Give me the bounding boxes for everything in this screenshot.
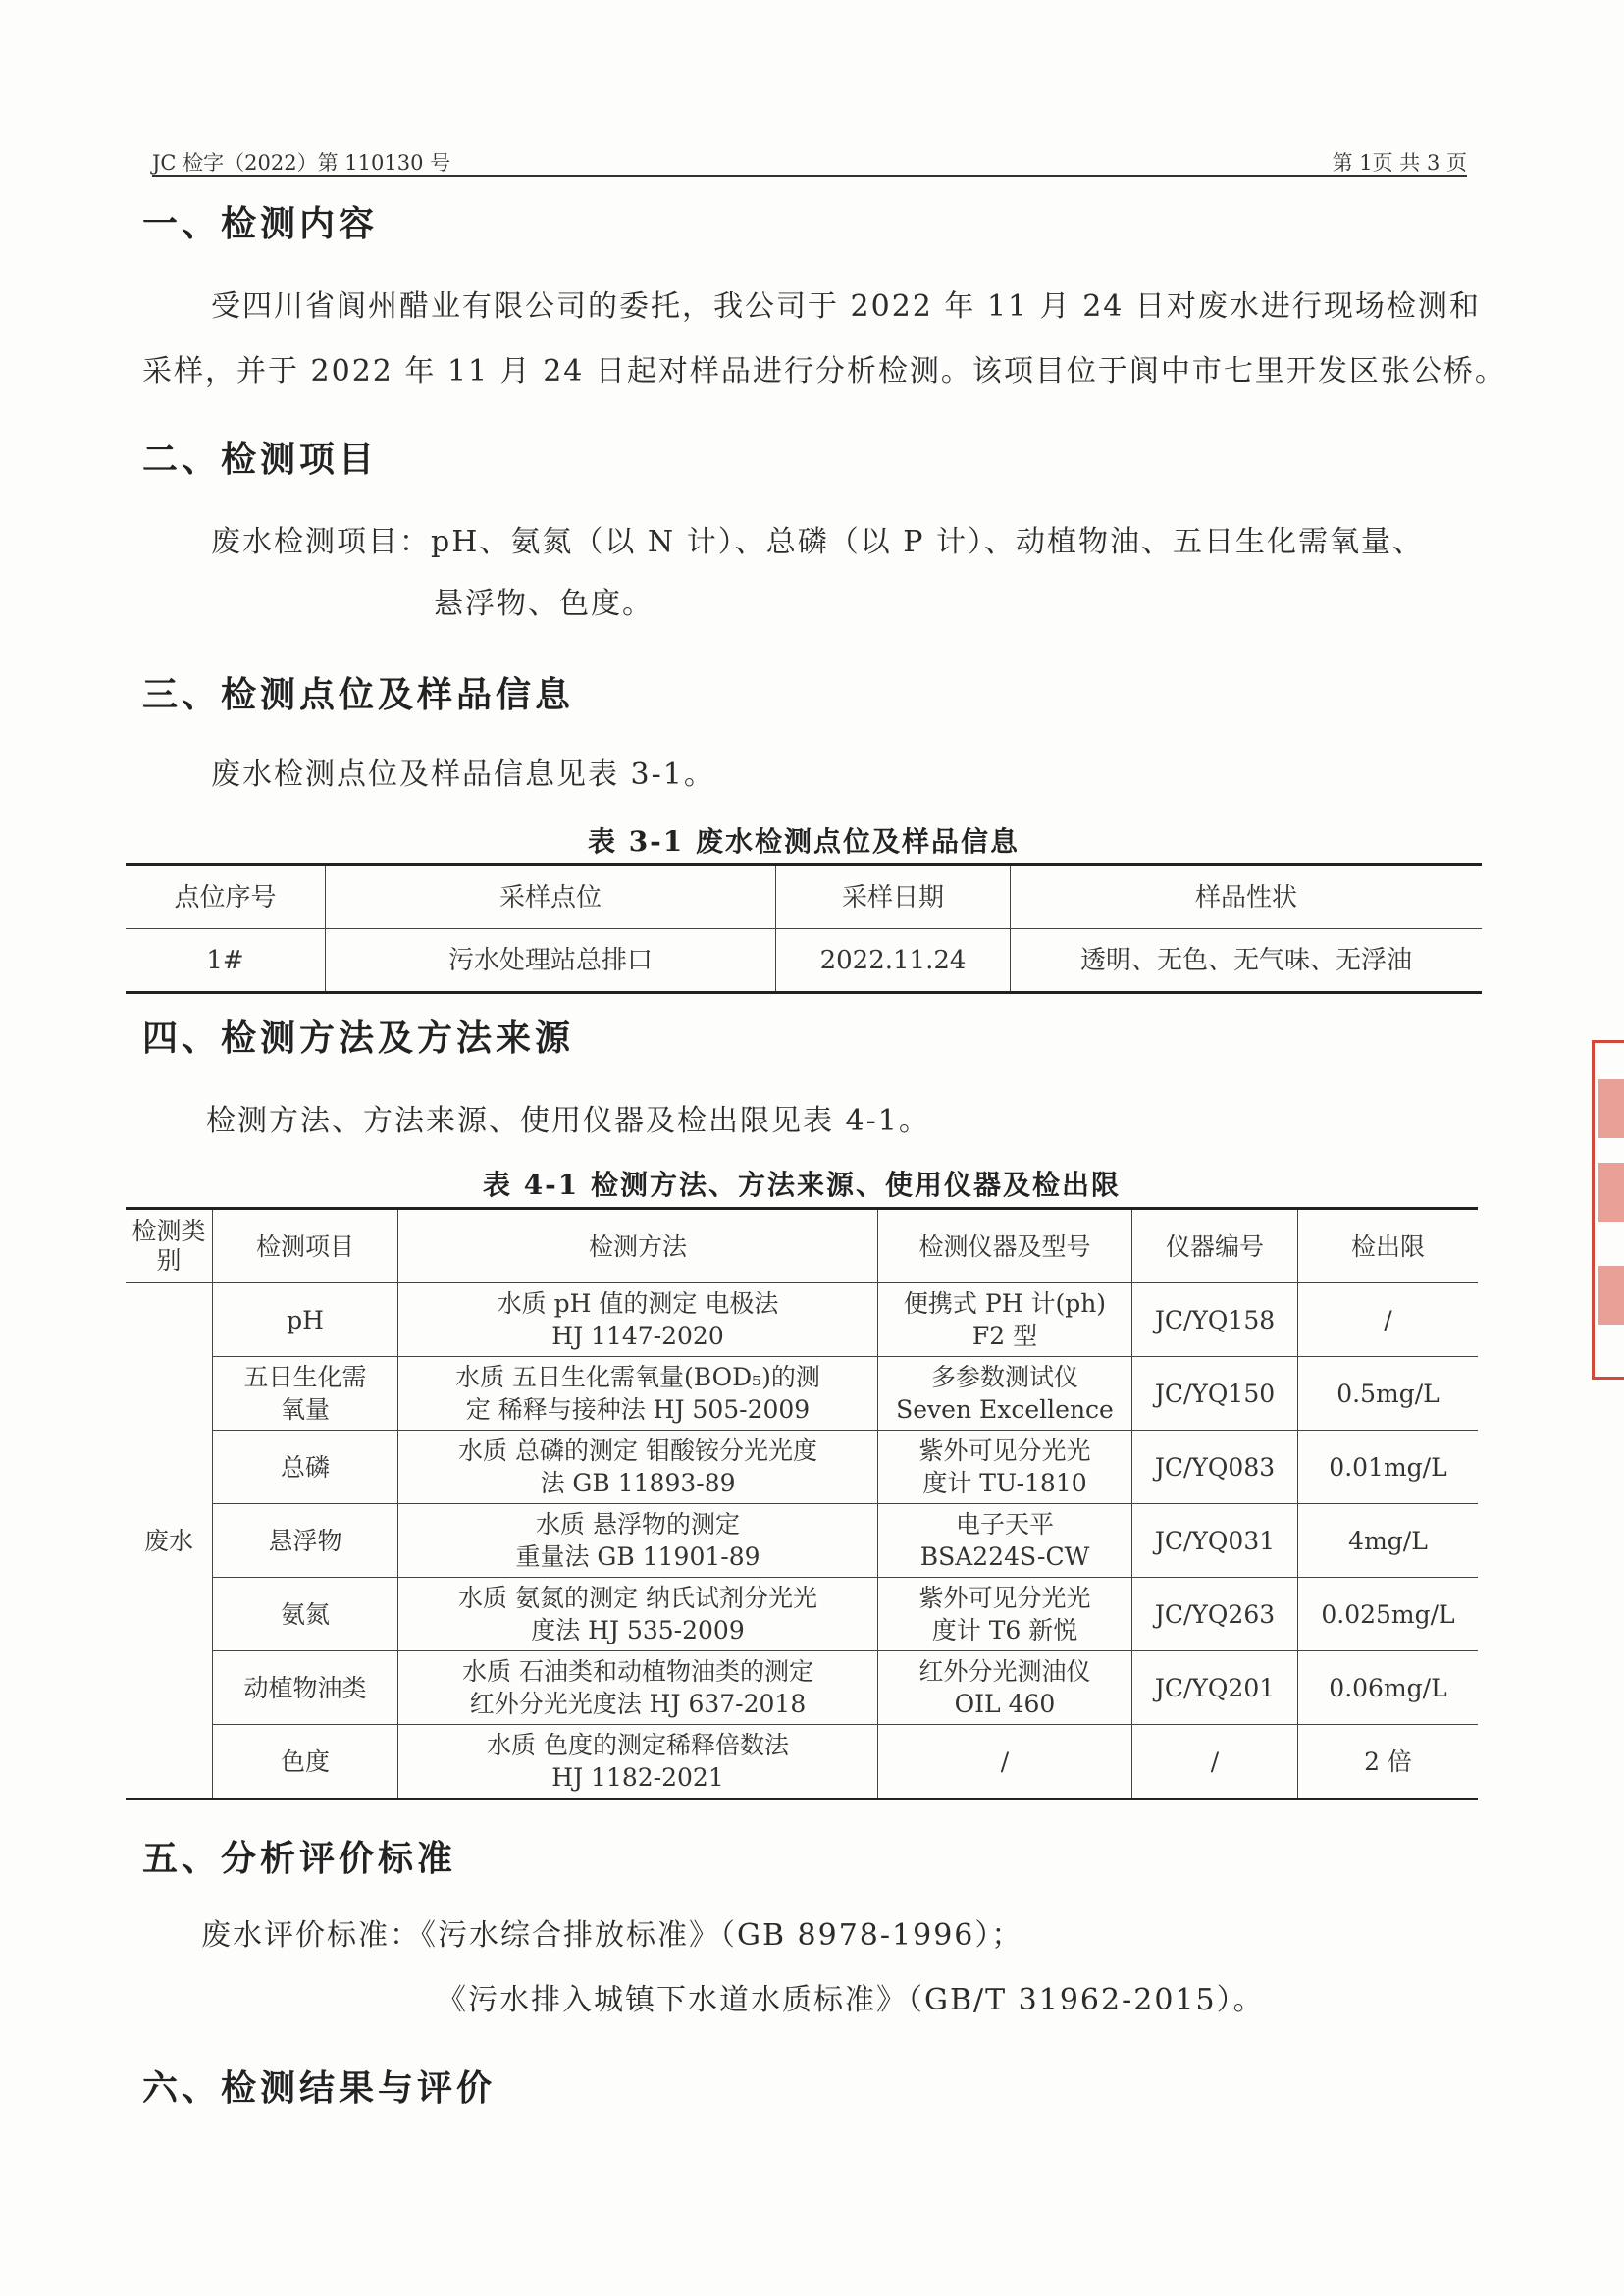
table-row	[126, 1725, 1478, 1800]
table-cell-method: 水质 悬浮物的测定 重量法 GB 11901-89	[398, 1504, 878, 1578]
table-header-cell: 仪器编号	[1132, 1209, 1298, 1283]
section-title-2: 二、检测项目	[142, 440, 379, 480]
section-title-4: 四、检测方法及方法来源	[142, 1018, 575, 1059]
section-title-6: 六、检测结果与评价	[142, 2068, 497, 2109]
category-cell: 废水	[126, 1283, 213, 1800]
table-cell-instrument: 紫外可见分光光 度计 T6 新悦	[878, 1578, 1132, 1651]
table-cell-instrument: 便携式 PH 计(ph) F2 型	[878, 1283, 1132, 1357]
table-header-cell: 点位序号	[126, 865, 326, 929]
table-cell-limit: /	[1298, 1283, 1479, 1357]
table-cell-item: 总磷	[213, 1431, 398, 1504]
table-cell-id: JC/YQ083	[1132, 1431, 1298, 1504]
section-title-3: 三、检测点位及样品信息	[142, 675, 575, 715]
page-indicator: 第 1页 共 3 页	[1332, 151, 1467, 175]
table-cell-method: 水质 石油类和动植物油类的测定 红外分光光度法 HJ 637-2018	[398, 1651, 878, 1725]
table-header-cell: 检测仪器及型号	[878, 1209, 1132, 1283]
table-header-row	[126, 1209, 1478, 1283]
table-row	[126, 1431, 1478, 1504]
table-cell-method: 水质 五日生化需氧量(BOD₅)的测 定 稀释与接种法 HJ 505-2009	[398, 1357, 878, 1431]
seal-stamp-mark	[1598, 1079, 1624, 1138]
table-cell-id: JC/YQ158	[1132, 1283, 1298, 1357]
table-cell: 2022.11.24	[776, 929, 1011, 993]
section-4-line-1: 检测方法、方法来源、使用仪器及检出限见表 4-1。	[206, 1104, 930, 1138]
table-header-cell: 检测方法	[398, 1209, 878, 1283]
table-cell: 透明、无色、无气味、无浮油	[1011, 929, 1483, 993]
table-cell-item: 色度	[213, 1725, 398, 1800]
table-cell-method: 水质 色度的测定稀释倍数法 HJ 1182-2021	[398, 1725, 878, 1800]
table-row	[126, 1283, 1478, 1357]
table-cell: 1#	[126, 929, 326, 993]
table-4-1-body	[126, 1283, 1478, 1800]
table-cell-id: JC/YQ031	[1132, 1504, 1298, 1578]
table-row	[126, 1578, 1478, 1651]
table-row	[126, 929, 1482, 993]
section-1-line-1: 受四川省阆州醋业有限公司的委托，我公司于 2022 年 11 月 24 日对废水进行现场检测和	[211, 289, 1481, 324]
report-number: JC 检字（2022）第 110130 号	[152, 151, 451, 175]
table-cell-limit: 0.01mg/L	[1298, 1431, 1479, 1504]
table-cell-method: 水质 氨氮的测定 纳氏试剂分光光 度法 HJ 535-2009	[398, 1578, 878, 1651]
table-4-1	[126, 1207, 1478, 1800]
table-cell-limit: 0.025mg/L	[1298, 1578, 1479, 1651]
table-cell-method: 水质 pH 值的测定 电极法 HJ 1147-2020	[398, 1283, 878, 1357]
table-cell-item: 氨氮	[213, 1578, 398, 1651]
table-header-cell: 检测类别	[126, 1209, 213, 1283]
table-3-1-caption: 表 3-1 废水检测点位及样品信息	[587, 825, 1021, 858]
table-cell: 污水处理站总排口	[326, 929, 776, 993]
section-5-line-2: 《污水排入城镇下水道水质标准》（GB/T 31962-2015）。	[437, 1983, 1265, 2017]
table-cell-instrument: 多参数测试仪 Seven Excellence	[878, 1357, 1132, 1431]
table-3-1	[126, 863, 1482, 994]
table-cell-instrument: /	[878, 1725, 1132, 1800]
table-cell-method: 水质 总磷的测定 钼酸铵分光光度 法 GB 11893-89	[398, 1431, 878, 1504]
section-1-line-2: 采样，并于 2022 年 11 月 24 日起对样品进行分析检测。该项目位于阆中市七里开发区张公桥。	[142, 354, 1506, 389]
table-row	[126, 1357, 1478, 1431]
table-cell-id: JC/YQ150	[1132, 1357, 1298, 1431]
section-5-line-1: 废水评价标准：《污水综合排放标准》（GB 8978-1996）；	[201, 1918, 1023, 1953]
table-cell-limit: 0.06mg/L	[1298, 1651, 1479, 1725]
seal-stamp-mark	[1598, 1163, 1624, 1222]
table-cell-id: /	[1132, 1725, 1298, 1800]
table-cell-id: JC/YQ201	[1132, 1651, 1298, 1725]
table-header-cell: 采样日期	[776, 865, 1011, 929]
table-cell-id: JC/YQ263	[1132, 1578, 1298, 1651]
table-cell-limit: 4mg/L	[1298, 1504, 1479, 1578]
seal-stamp-mark	[1598, 1266, 1624, 1325]
table-cell-instrument: 电子天平 BSA224S-CW	[878, 1504, 1132, 1578]
section-3-line-1: 废水检测点位及样品信息见表 3-1。	[211, 757, 715, 792]
table-4-1-caption: 表 4-1 检测方法、方法来源、使用仪器及检出限	[482, 1169, 1122, 1201]
section-title-1: 一、检测内容	[142, 204, 379, 244]
table-cell-limit: 0.5mg/L	[1298, 1357, 1479, 1431]
table-header-row	[126, 865, 1482, 929]
page-header	[152, 147, 1467, 177]
table-cell-item: pH	[213, 1283, 398, 1357]
table-cell-item: 五日生化需 氧量	[213, 1357, 398, 1431]
section-title-5: 五、分析评价标准	[142, 1839, 457, 1879]
table-header-cell: 样品性状	[1011, 865, 1483, 929]
section-2-line-2: 悬浮物、色度。	[434, 587, 654, 621]
table-cell-limit: 2 倍	[1298, 1725, 1479, 1800]
table-cell-instrument: 紫外可见分光光 度计 TU-1810	[878, 1431, 1132, 1504]
table-header-cell: 检出限	[1298, 1209, 1479, 1283]
table-header-cell: 采样点位	[326, 865, 776, 929]
table-cell-instrument: 红外分光测油仪 OIL 460	[878, 1651, 1132, 1725]
table-cell-item: 动植物油类	[213, 1651, 398, 1725]
section-2-line-1: 废水检测项目：pH、氨氮（以 N 计）、总磷（以 P 计）、动植物油、五日生化需氧量、	[211, 525, 1424, 559]
table-header-cell: 检测项目	[213, 1209, 398, 1283]
table-cell-item: 悬浮物	[213, 1504, 398, 1578]
table-row	[126, 1651, 1478, 1725]
table-row	[126, 1504, 1478, 1578]
